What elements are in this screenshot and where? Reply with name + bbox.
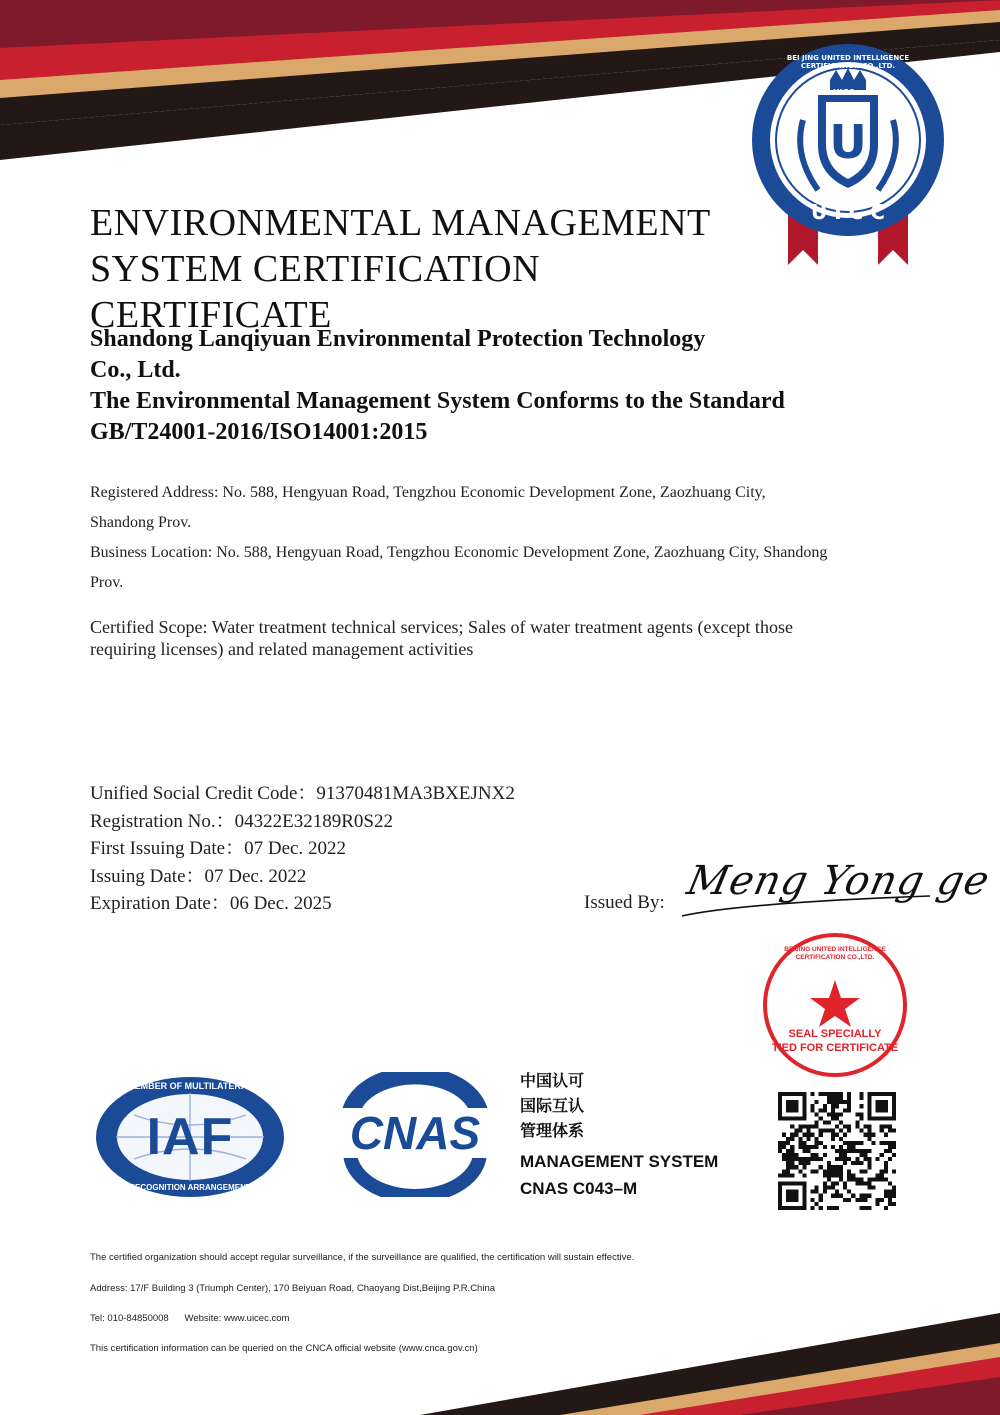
company-name-line-1: Shandong Lanqiyuan Environmental Protection Technology [90, 326, 706, 352]
certified-scope [90, 616, 910, 660]
cnas-cn-line-3: 管理体系 [520, 1121, 585, 1140]
iaf-logo-center: IAF [146, 1108, 234, 1166]
cnas-en-line-2: CNAS C043–M [520, 1179, 638, 1198]
uicc-seal-ring-text: BEI JING UNITED INTELLIGENCE CERTIFICATION CO.,LTD. [786, 54, 910, 70]
company-block [90, 324, 910, 448]
footer-cnca-note: This certification information can be queried on the CNCA official website (www.cnca.gov.cn) [90, 1343, 478, 1354]
title-line-1: ENVIRONMENTAL MANAGEMENT [90, 202, 711, 244]
signature-text: Meng Yong ge [683, 858, 994, 904]
iaf-logo [94, 1075, 286, 1200]
issued-by-label: Issued By: [584, 892, 665, 913]
svg-text:U: U [829, 115, 867, 169]
first-issuing-date: First Issuing Date：07 Dec. 2022 [90, 838, 346, 859]
registered-address-line-2: Shandong Prov. [90, 514, 192, 531]
registered-address-line-1: Registered Address: No. 588, Hengyuan Road, Tengzhou Economic Development Zone, Zaozhuang City, [90, 484, 766, 501]
red-certification-seal [762, 932, 908, 1078]
red-seal-ring-text: BEIJING UNITED INTELLIGENCE CERTIFICATION CO.,LTD. [784, 946, 886, 961]
uicc-seal-bottom-text: U I C C [811, 200, 885, 224]
registered-address [90, 478, 920, 538]
business-location-line-1: Business Location: No. 588, Hengyuan Road, Tengzhou Economic Development Zone, Zaozhuang City, Shandong [90, 544, 828, 561]
iaf-logo-bottom-text: RECOGNITION ARRANGEMENT [129, 1183, 251, 1192]
business-location-line-2: Prov. [90, 574, 124, 591]
bottom-decorative-banner [0, 1295, 1000, 1415]
cnas-english-text [520, 1148, 718, 1202]
red-seal-line-1: SEAL SPECIALLY [788, 1028, 882, 1040]
cnas-logo [330, 1072, 500, 1197]
footer-contact: Tel: 010-84850008 Website: www.uicec.com [90, 1313, 290, 1324]
credit-code: Unified Social Credit Code：91370481MA3BXEJNX2 [90, 783, 515, 804]
business-location [90, 538, 920, 598]
standard-line-1: The Environmental Management System Conforms to the Standard [90, 388, 785, 414]
scope-line-2: requiring licenses) and related management activities [90, 639, 474, 659]
certificate-info [90, 780, 590, 918]
footer-address: Address: 17/F Building 3 (Triumph Center), 170 Beiyuan Road, Chaoyang Dist,Beijing P.R.China [90, 1283, 496, 1294]
cnas-logo-text: CNAS [330, 1108, 500, 1158]
cnas-cn-line-2: 国际互认 [520, 1096, 585, 1115]
red-seal-line-2: TIED FOR CERTIFICATE [771, 1042, 899, 1054]
certificate-title [90, 200, 790, 338]
company-name-line-2: Co., Ltd. [90, 357, 181, 383]
footer-surveillance-note: The certified organization should accept regular surveillance, if the surveillance are qualified, the certification will sustain effective. [90, 1252, 635, 1263]
iaf-logo-top-text: MEMBER OF MULTILATERAL [127, 1081, 253, 1091]
scope-line-1: Certified Scope: Water treatment technical services; Sales of water treatment agents (except those [90, 617, 793, 637]
standard-line-2: GB/T24001-2016/ISO14001:2015 [90, 419, 428, 445]
cnas-en-line-1: MANAGEMENT SYSTEM [520, 1152, 719, 1171]
issuing-date: Issuing Date：07 Dec. 2022 [90, 865, 307, 887]
registration-no: Registration No.：04322E32189R0S22 [90, 810, 393, 832]
qr-code [778, 1092, 896, 1210]
cnas-chinese-text [520, 1068, 584, 1143]
cnas-cn-line-1: 中国认可 [520, 1071, 585, 1090]
expiration-date: Expiration Date：06 Dec. 2025 [90, 893, 332, 914]
signature [680, 858, 994, 938]
uicc-seal-crest-text: UICC [833, 88, 855, 97]
title-line-2: SYSTEM CERTIFICATION CERTIFICATE [90, 248, 541, 336]
